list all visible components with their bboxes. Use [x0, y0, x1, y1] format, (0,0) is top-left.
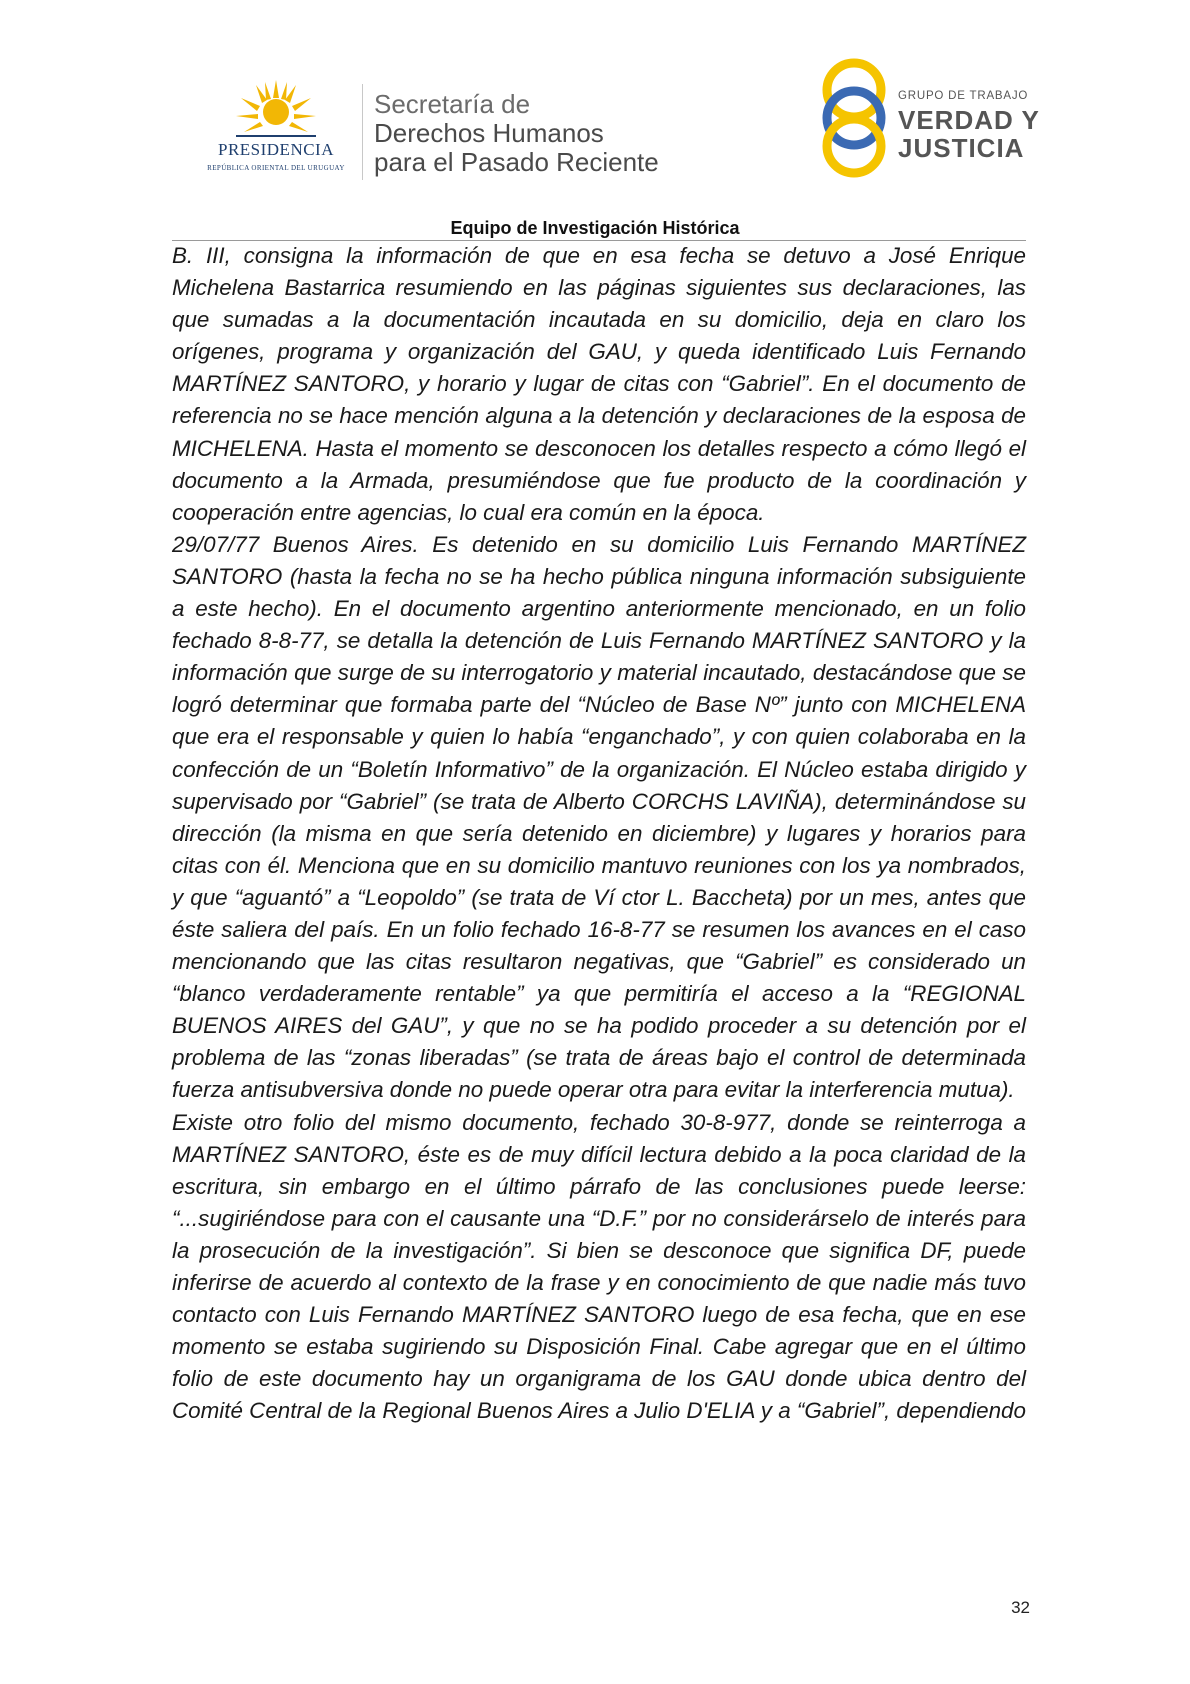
paragraph-3: Existe otro folio del mismo documento, fechado 30-8-977, donde se reinterroga a MARTÍNEZ SANTORO, éste es de muy difícil lectura debido a la poca claridad de la escritura, sin embargo en el último párrafo de las conclusiones puede leerse: “...sugiriéndose para con el causante una “D.F.” por no considerárselo de interés para la prosecución de la investigación”. Si bien se desconoce que significa DF, puede inferirse de acuerdo al contexto de la frase y en conocimiento de que nadie más tuvo contacto con Luis Fernando MARTÍNEZ SANTORO luego de esa fecha, que en ese momento se estaba sugiriendo su Disposición Final. Cabe agregar que en el último folio de este documento hay un organigrama de los GAU donde ubica dentro del Comité Central de la Regional Buenos Aires a Julio D'ELIA y a “Gabriel”, dependiendo — [172, 1109, 1026, 1424]
secretaria-line-3: para el Pasado Reciente — [374, 147, 659, 177]
paragraph-2: 29/07/77 Buenos Aires. Es detenido en su domicilio Luis Fernando MARTÍNEZ SANTORO (hasta la fecha no se ha hecho pública ninguna información subsiguiente a este hecho). En el documento argentino anteriormente mencionado, en un folio fechado 8-8-77, se detalla la detención de Luis Fernando MARTÍNEZ SANTORO y la información que surge de su interrogatorio y material incautado, destacándose que se logró determinar que formaba parte del “Núcleo de Base Nº” junto con MICHELENA que era el responsable y quien lo había “enganchado”, y con quien colaboraba en la confección de un “Boletín Informativo” de la organización. El Núcleo estaba dirigido y supervisado por “Gabriel” (se trata de Alberto CORCHS LAVIÑA), determinándose su dirección (la misma en que sería detenido en diciembre) y lugares y horarios para citas con él. Menciona que en su domicilio mantuvo reuniones con los ya nombrados, y que “aguantó” a “Leopoldo” (se trata de Ví ctor L. Baccheta) por un mes, antes que éste saliera del país. En un folio fechado 16-8-77 se resumen los avances en el caso mencionando que las citas resultaron negativas, que “Gabriel” es considerado un “blanco verdaderamente rentable” ya que permitiría el acceso a la “REGIONAL BUENOS AIRES del GAU”, y que no se ha podido proceder a su detención por el problema de las “zonas liberadas” (se trata de áreas bajo el control de determinada fuerza antisubversiva donde no puede operar otra para evitar la interferencia mutua). — [172, 531, 1026, 1103]
page-number: 32 — [1011, 1598, 1030, 1617]
secretaria-line-1: Secretaría de — [374, 89, 531, 119]
presidencia-name: PRESIDENCIA — [217, 140, 334, 159]
grupo-trabajo-label: GRUPO DE TRABAJO — [898, 90, 1029, 102]
secretaria-line-2: Derechos Humanos — [374, 118, 604, 148]
sun-emblem-icon — [236, 80, 316, 140]
secretaria-logo-text — [374, 90, 714, 177]
verdad-justicia-logo — [818, 56, 1040, 186]
presidencia-subtitle: REPÚBLICA ORIENTAL DEL URUGUAY — [207, 164, 345, 172]
linked-rings-icon — [818, 56, 890, 180]
logo-divider — [362, 84, 363, 180]
page-header — [0, 0, 1190, 240]
paragraph-1: B. III, consigna la información de que en esa fecha se detuvo a José Enrique Michelena Bastarrica resumiendo en las páginas siguientes sus declaraciones, las que sumadas a la documentación incautada en su domicilio, deja en claro los orígenes, programa y organización del GAU, y queda identificado Luis Fernando MARTÍNEZ SANTORO, y horario y lugar de citas con “Gabriel”. En el documento de referencia no se hace mención alguna a la detención y declaraciones de la esposa de MICHELENA. Hasta el momento se desconocen los detalles respecto a cómo llegó el documento a la Armada, presumiéndose que fue producto de la coordinación y cooperación entre agencias, lo cual era común en la época. — [172, 243, 1026, 525]
verdad-label: VERDAD Y — [898, 105, 1040, 135]
justicia-label: JUSTICIA — [898, 133, 1025, 163]
presidencia-logo — [196, 80, 356, 180]
department-title: Equipo de Investigación Histórica — [450, 218, 740, 238]
document-body — [172, 240, 1026, 1427]
